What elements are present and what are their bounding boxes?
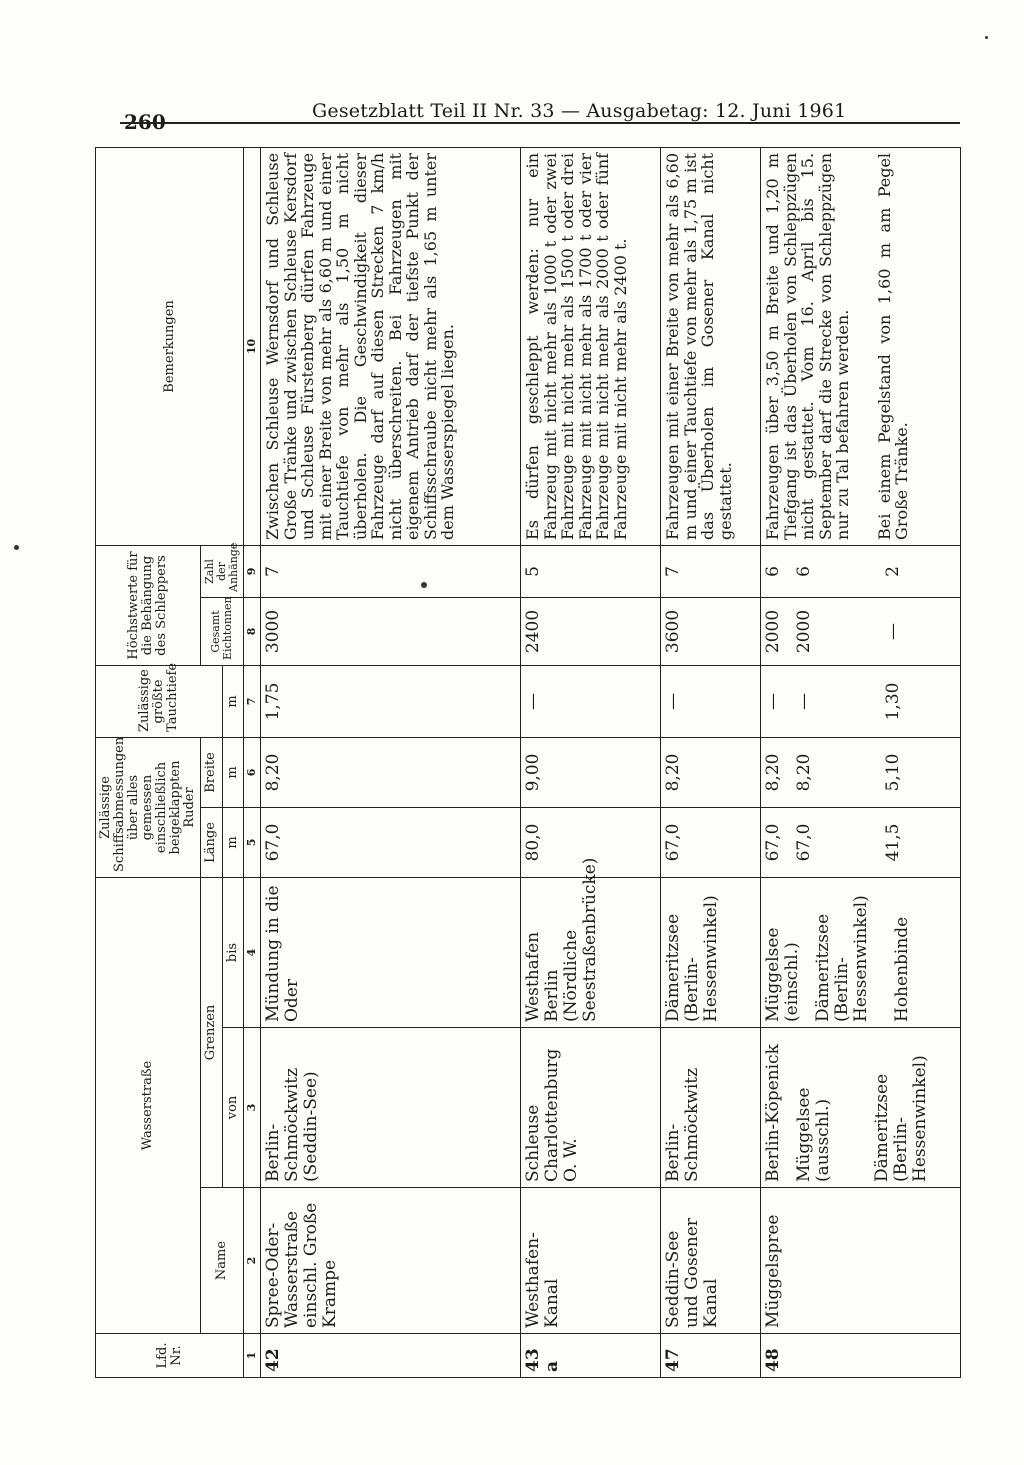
eichtonnen-entry: — <box>883 622 903 640</box>
table-row <box>661 147 761 1377</box>
header-schiffsabmessungen: Zulässige Schiffsabmessungen über alles gemessen einschließlich beigeklappten Ruder <box>96 737 201 877</box>
laenge-entry: 67,0 <box>794 823 814 862</box>
row-laenge: 67,0 <box>261 807 521 877</box>
eichtonnen-entry: 2000 <box>763 609 783 654</box>
row-breite <box>761 737 961 807</box>
header-grenzen: Grenzen <box>201 877 223 1187</box>
col-number: 6 <box>244 737 261 807</box>
row-bemerkungen: Es dürfen geschleppt werden: nur ein Fahrzeug mit nicht mehr als 1000 t oder zwei Fahrzeuge mit nicht mehr als 1500 t oder drei Fahrzeuge mit nicht mehr als 1700 t oder vier Fahrzeuge mit nicht mehr als 2000 t oder fünf Fahrzeuge mit nicht mehr als 2400 t. <box>521 147 661 545</box>
table-row <box>521 147 661 1377</box>
row-bemerkungen <box>761 147 961 545</box>
scan-speck <box>14 545 19 550</box>
row-laenge: 67,0 <box>661 807 761 877</box>
laenge-entry: 67,0 <box>763 823 783 862</box>
bis-entry: Hohenbinde <box>892 916 912 1022</box>
table-row <box>261 147 521 1377</box>
row-tauchtiefe <box>761 665 961 737</box>
breite-entry: 5,10 <box>883 753 903 792</box>
row-eichtonnen: 2400 <box>521 597 661 665</box>
row-eichtonnen <box>761 597 961 665</box>
col-number: 2 <box>244 1188 261 1334</box>
col-number: 5 <box>244 807 261 877</box>
col-number: 4 <box>244 877 261 1027</box>
row-breite: 8,20 <box>661 737 761 807</box>
row-name: Seddin-See und Gosener Kanal <box>661 1188 761 1334</box>
row-breite: 9,00 <box>521 737 661 807</box>
header-wasserstrasse: Wasserstraße <box>96 877 201 1333</box>
header-gesamt-eichtonnen: Gesamt Eichtonnen <box>201 597 244 665</box>
row-bis: Westhafen Berlin (Nördliche Seestraßenbrücke) <box>521 877 661 1027</box>
header-lfd-nr: Lfd. Nr. <box>96 1334 244 1378</box>
page-number: 260 <box>124 110 166 134</box>
header-rule <box>120 122 960 124</box>
row-eichtonnen: 3000 <box>261 597 521 665</box>
header-tauchtiefe: Zulässige größte Tauchtiefe <box>96 665 223 737</box>
row-nr: 47 <box>661 1334 761 1378</box>
row-tauchtiefe: — <box>661 665 761 737</box>
row-von: Schleuse Charlottenburg O. W. <box>521 1028 661 1188</box>
header-bis: bis <box>222 877 244 1027</box>
tauchtiefe-entry: — <box>763 692 783 710</box>
unit-laenge: m <box>222 807 244 877</box>
row-von: Berlin-Schmöckwitz (Seddin-See) <box>261 1028 521 1188</box>
col-number: 1 <box>244 1334 261 1378</box>
row-eichtonnen: 3600 <box>661 597 761 665</box>
anhaenge-entry: 6 <box>763 566 783 577</box>
row-anhaenge: 7 <box>261 545 521 597</box>
anhaenge-entry: 2 <box>883 566 903 577</box>
tauchtiefe-entry: 1,30 <box>883 682 903 721</box>
row-bis <box>761 877 961 1027</box>
header-hoechstwerte: Höchstwerte für die Behängung des Schleppers <box>96 545 201 665</box>
header-name: Name <box>201 1188 244 1334</box>
row-name: Müggelspree <box>761 1188 961 1334</box>
table-body <box>261 147 961 1377</box>
unit-breite: m <box>222 737 244 807</box>
header-von: von <box>222 1028 244 1188</box>
von-entry: Berlin-Köpenick <box>763 1044 783 1182</box>
anhaenge-entry: 6 <box>794 566 814 577</box>
row-laenge: 80,0 <box>521 807 661 877</box>
row-nr: 42 <box>261 1334 521 1378</box>
row-nr: 43 a <box>521 1334 661 1378</box>
col-number: 10 <box>244 147 261 545</box>
tauchtiefe-entry: — <box>794 692 814 710</box>
breite-entry: 8,20 <box>794 753 814 792</box>
table-head <box>96 147 261 1377</box>
header-breite: Breite <box>201 737 223 807</box>
scan-speck <box>421 582 427 588</box>
von-entry: Müggelsee (ausschl.) <box>794 1087 833 1182</box>
bis-entry: Müggelsee (einschl.) <box>763 927 802 1022</box>
col-number: 8 <box>244 597 261 665</box>
breite-entry: 8,20 <box>763 753 783 792</box>
bemerkung-entry: Bei einem Pegelstand von 1,60 m am Pegel Große Tränke. <box>874 152 911 540</box>
row-bis: Dämeritzsee (Berlin-Hessenwinkel) <box>661 877 761 1027</box>
row-name: Spree-Oder-Wasserstraße einschl. Große Krampe <box>261 1188 521 1334</box>
header-zahl-anhaenge: Zahl der Anhänge <box>201 545 244 597</box>
waterway-table <box>95 147 961 1378</box>
col-number: 7 <box>244 665 261 737</box>
laenge-entry: 41,5 <box>883 823 903 862</box>
table-row <box>761 147 961 1377</box>
header-laenge: Länge <box>201 807 223 877</box>
row-anhaenge: 7 <box>661 545 761 597</box>
von-entry: Dämeritzsee (Berlin-Hessenwinkel) <box>872 1055 930 1182</box>
row-breite: 8,20 <box>261 737 521 807</box>
bis-entry: Dämeritzsee (Berlin-Hessenwinkel) <box>813 895 871 1022</box>
row-von <box>761 1028 961 1188</box>
row-tauchtiefe: 1,75 <box>261 665 521 737</box>
row-bemerkungen: Fahrzeugen mit einer Breite von mehr als 6,60 m und einer Tauchtiefe von mehr als 1,75 m ist das Überholen im Gosener Kanal nicht gestattet. <box>661 147 761 545</box>
running-title: Gesetzblatt Teil II Nr. 33 — Ausgabetag: 12. Juni 1961 <box>312 100 847 122</box>
unit-tauchtiefe: m <box>222 665 244 737</box>
row-laenge <box>761 807 961 877</box>
row-anhaenge <box>761 545 961 597</box>
rotated-table-container <box>95 148 955 1378</box>
row-name: Westhafen-Kanal <box>521 1188 661 1334</box>
row-anhaenge: 5 <box>521 545 661 597</box>
row-nr: 48 <box>761 1334 961 1378</box>
row-tauchtiefe: — <box>521 665 661 737</box>
scan-speck <box>985 36 988 39</box>
header-bemerkungen: Bemerkungen <box>96 147 244 545</box>
row-bemerkungen: Zwischen Schleuse Wernsdorf und Schleuse Große Tränke und zwischen Schleuse Kersdorf und Schleuse Fürstenberg dürfen Fahrzeuge mit einer Breite von mehr als 6,60 m und einer Tauchtiefe von mehr als 1,50 m nicht überholen. Die Geschwindigkeit dieser Fahrzeuge darf auf diesen Strecken 7 km/h nicht überschreiten. Bei Fahrzeugen mit eigenem Antrieb darf der tiefste Punkt der Schiffsschraube nicht mehr als 1,65 m unter dem Wasserspiegel liegen. <box>261 147 521 545</box>
col-number: 9 <box>244 545 261 597</box>
row-von: Berlin-Schmöckwitz <box>661 1028 761 1188</box>
eichtonnen-entry: 2000 <box>794 609 814 654</box>
col-number: 3 <box>244 1028 261 1188</box>
bemerkung-entry: Fahrzeugen über 3,50 m Breite und 1,20 m Tiefgang ist das Überholen von Schleppzügen nicht gestattet. Vom 16. April bis 15. September darf die Strecke von Schleppzügen nur zu Tal befahren werden. <box>763 152 852 540</box>
row-bis: Mündung in die Oder <box>261 877 521 1027</box>
